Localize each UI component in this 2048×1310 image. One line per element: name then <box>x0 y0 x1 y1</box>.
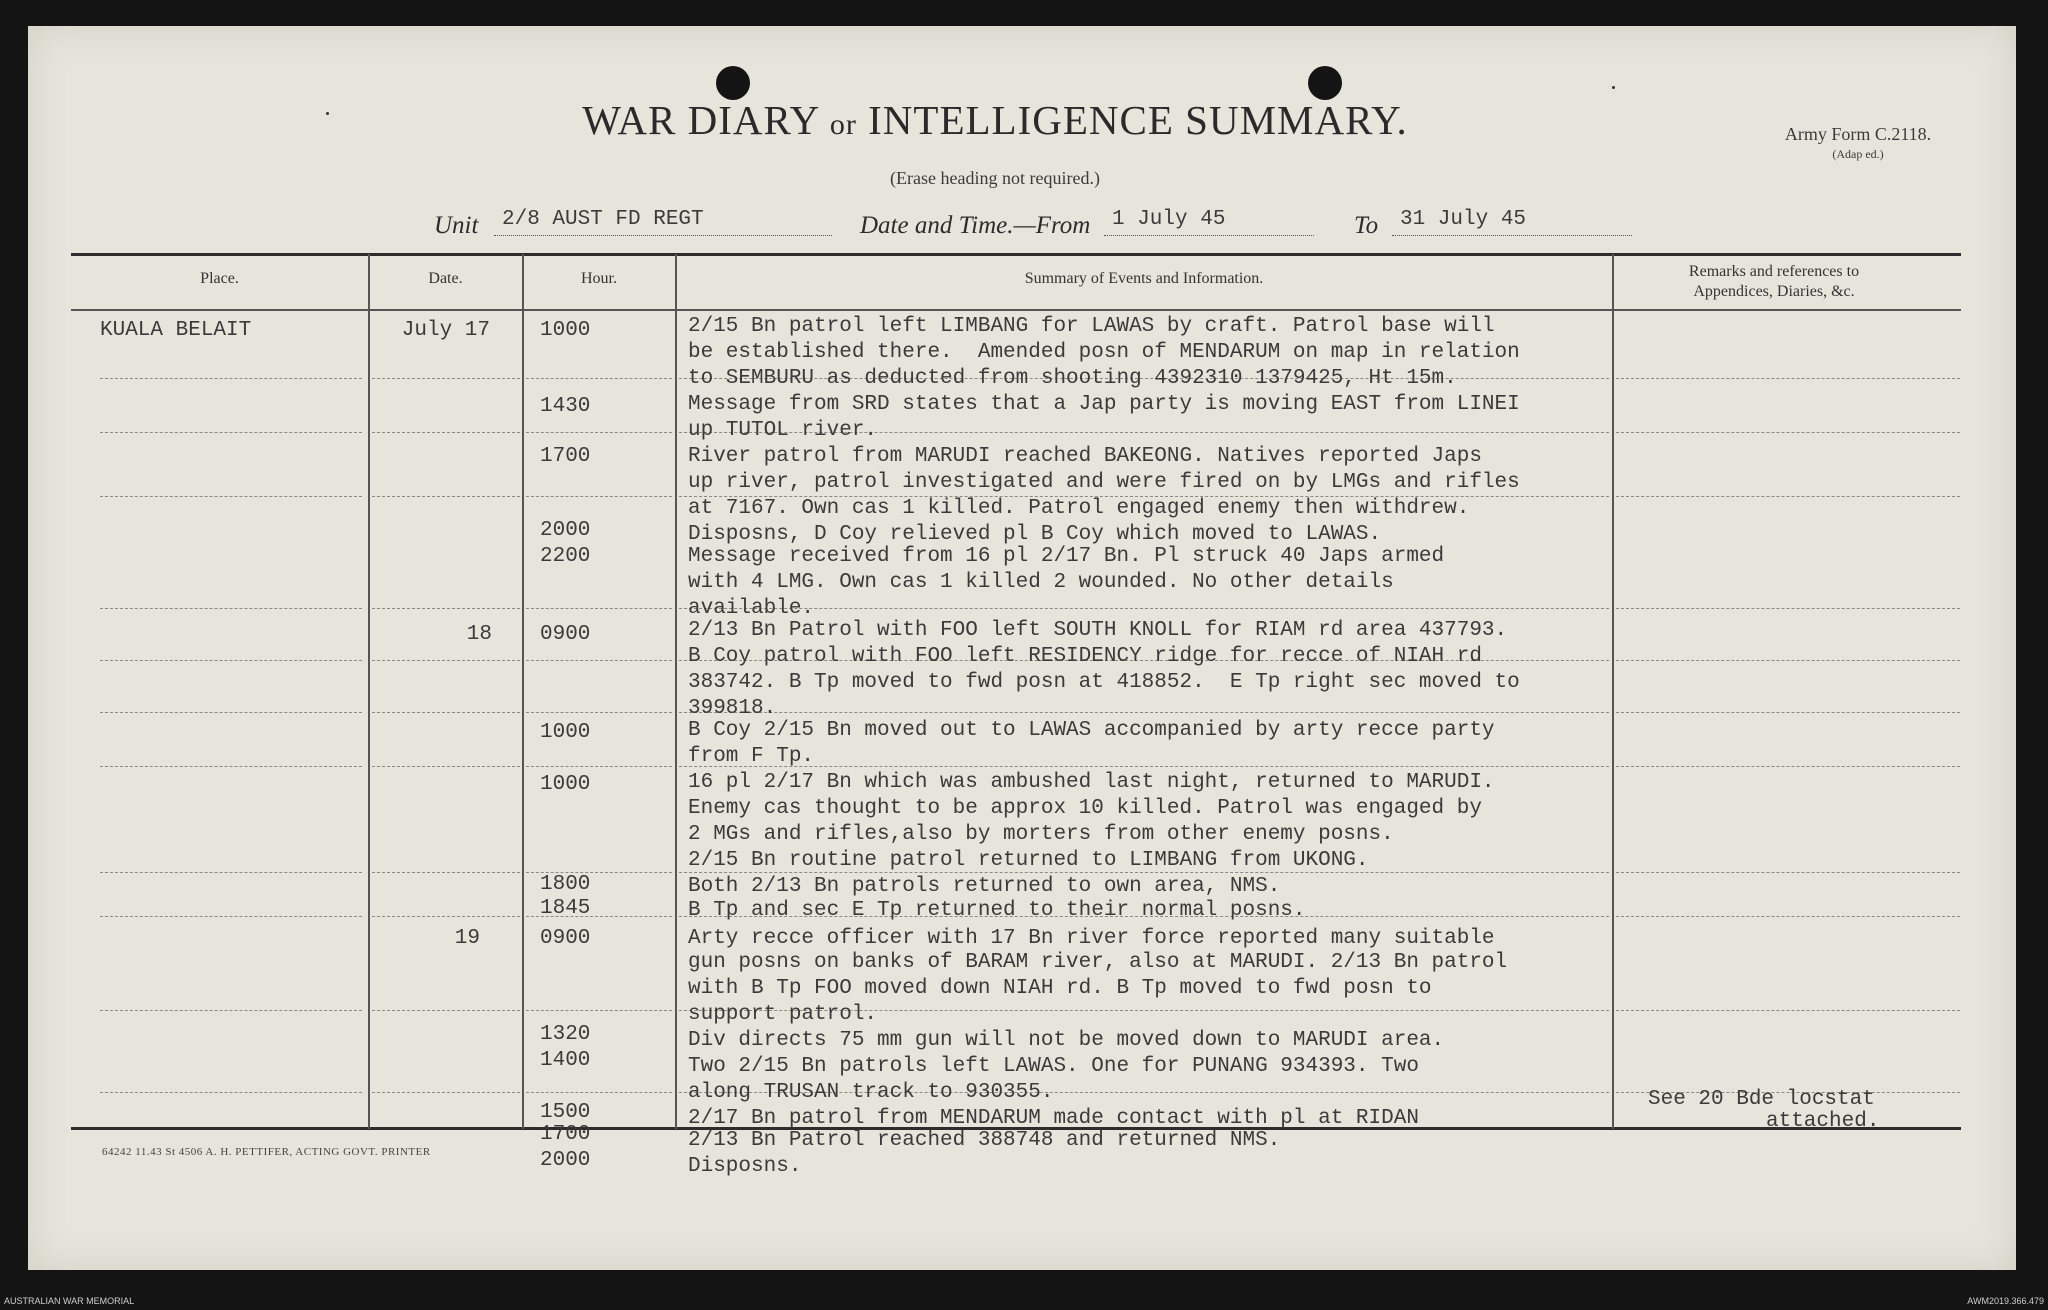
summary-line: 383742. B Tp moved to fwd posn at 418852. E Tp right sec moved to <box>688 671 1520 694</box>
hour-entry: 1500 <box>540 1101 591 1124</box>
title-intelligence-summary: INTELLIGENCE SUMMARY. <box>868 97 1408 143</box>
paper-speck <box>1612 86 1615 89</box>
summary-line: Two 2/15 Bn patrols left LAWAS. One for PUNANG 934393. Two <box>688 1055 1419 1078</box>
ruled-line <box>1616 378 1960 379</box>
summary-line: B Tp and sec E Tp returned to their normal posns. <box>688 899 1306 922</box>
title-or: or <box>829 108 857 141</box>
date-to-label: To <box>1354 212 1379 239</box>
ruled-line <box>1616 608 1960 609</box>
summary-line: 2/15 Bn patrol left LIMBANG for LAWAS by craft. Patrol base will <box>688 315 1495 338</box>
punch-hole <box>1308 66 1342 100</box>
archive-reference: AWM2019.366.479 <box>1967 1296 2044 1306</box>
ruled-line <box>526 712 672 713</box>
ruled-line <box>372 378 520 379</box>
erase-heading-note: (Erase heading not required.) <box>890 168 1100 188</box>
summary-line: 2/17 Bn patrol from MENDARUM made contact with pl at RIDAN <box>688 1107 1419 1130</box>
ruled-line <box>372 1010 520 1011</box>
summary-line: with B Tp FOO moved down NIAH rd. B Tp moved to fwd posn to <box>688 977 1432 1000</box>
ruled-line <box>1616 766 1960 767</box>
column-divider <box>1612 254 1614 1129</box>
summary-line: with 4 LMG. Own cas 1 killed 2 wounded. No other details <box>688 571 1394 594</box>
ruled-line <box>372 496 520 497</box>
column-divider <box>675 254 677 1129</box>
date-entry: 19 <box>454 927 480 950</box>
unit-value: 2/8 AUST FD REGT <box>494 208 832 236</box>
hour-entry: 0900 <box>540 927 591 950</box>
place-header: Place. <box>200 270 239 287</box>
hour-entry: 1800 <box>540 873 591 896</box>
summary-line: River patrol from MARUDI reached BAKEONG. Natives reported Japs <box>688 445 1482 468</box>
summary-line: Disposns, D Coy relieved pl B Coy which moved to LAWAS. <box>688 523 1382 546</box>
ruled-line <box>372 432 520 433</box>
ruled-line <box>100 608 362 609</box>
army-form-number: Army Form C.2118. <box>1784 124 1932 144</box>
remarks-header-line: Remarks and references to <box>1688 263 1860 280</box>
header-bottom-rule <box>71 309 1961 311</box>
date-entry: July 17 <box>401 319 490 342</box>
hour-entry: 1400 <box>540 1049 591 1072</box>
summary-line: Both 2/13 Bn patrols returned to own area, NMS. <box>688 875 1281 898</box>
ruled-line <box>679 712 1609 713</box>
ruled-line <box>100 432 362 433</box>
ruled-line <box>679 766 1609 767</box>
hour-entry: 1000 <box>540 319 591 342</box>
ruled-line <box>1616 916 1960 917</box>
ruled-line <box>1616 712 1960 713</box>
ruled-line <box>372 660 520 661</box>
summary-line: Message from SRD states that a Jap party is moving EAST from LINEI <box>688 393 1520 416</box>
ruled-line <box>1616 872 1960 873</box>
ruled-line <box>372 712 520 713</box>
ruled-line <box>100 1092 362 1093</box>
summary-line: 2/13 Bn Patrol with FOO left SOUTH KNOLL for RIAM rd area 437793. <box>688 619 1508 642</box>
ruled-line <box>526 378 672 379</box>
ruled-line <box>526 496 672 497</box>
punch-hole <box>716 66 750 100</box>
hour-entry: 1000 <box>540 721 591 744</box>
summary-line: support patrol. <box>688 1003 878 1026</box>
title-war-diary: WAR DIARY <box>582 97 819 143</box>
ruled-line <box>100 916 362 917</box>
form-title <box>0 96 1990 144</box>
summary-line: B Coy patrol with FOO left RESIDENCY ridge for recce of NIAH rd <box>688 645 1482 668</box>
ruled-line <box>372 872 520 873</box>
archive-watermark: AUSTRALIAN WAR MEMORIAL <box>4 1296 135 1306</box>
hour-entry: 1000 <box>540 773 591 796</box>
hour-entry: 2200 <box>540 545 591 568</box>
summary-line: 2/15 Bn routine patrol returned to LIMBANG from UKONG. <box>688 849 1369 872</box>
remarks-entry: attached. <box>1766 1110 1880 1133</box>
hour-entry: 2000 <box>540 1149 591 1172</box>
column-divider <box>522 254 524 1129</box>
summary-line: to SEMBURU as deducted from shooting 4392310 1379425, Ht 15m. <box>688 367 1457 390</box>
unit-label: Unit <box>434 212 479 239</box>
printer-footer: 64242 11.43 St 4506 A. H. PETTIFER, ACTING GOVT. PRINTER <box>102 1146 431 1158</box>
summary-line: Enemy cas thought to be approx 10 killed. Patrol was engaged by <box>688 797 1482 820</box>
unit-date-line <box>0 206 1990 246</box>
ruled-line <box>100 496 362 497</box>
ruled-line <box>100 378 362 379</box>
ruled-line <box>1616 496 1960 497</box>
summary-line: 399818. <box>688 697 777 720</box>
summary-line: Message received from 16 pl 2/17 Bn. Pl struck 40 Japs armed <box>688 545 1445 568</box>
ruled-line <box>526 660 672 661</box>
ruled-line <box>1616 660 1960 661</box>
ruled-line <box>526 1092 672 1093</box>
ruled-line <box>526 432 672 433</box>
summary-line: 2/13 Bn Patrol reached 388748 and returned NMS. <box>688 1129 1281 1152</box>
hour-entry: 1320 <box>540 1023 591 1046</box>
summary-line: at 7167. Own cas 1 killed. Patrol engaged enemy then withdrew. <box>688 497 1470 520</box>
date-to-value: 31 July 45 <box>1392 208 1632 236</box>
ruled-line <box>679 608 1609 609</box>
date-entry: 18 <box>466 623 492 646</box>
ruled-line <box>372 1092 520 1093</box>
summary-line: Arty recce officer with 17 Bn river force reported many suitable <box>688 927 1495 950</box>
summary-line: up river, patrol investigated and were fired on by LMGs and rifles <box>688 471 1520 494</box>
date-header: Date. <box>428 270 463 287</box>
ruled-line <box>100 872 362 873</box>
summary-line: be established there. Amended posn of MENDARUM on map in relation <box>688 341 1520 364</box>
hour-entry: 1700 <box>540 1123 591 1146</box>
army-form-adapted: (Adap ed.) <box>1832 147 1884 161</box>
hour-entry: 1430 <box>540 395 591 418</box>
summary-line: along TRUSAN track to 930355. <box>688 1081 1054 1104</box>
place-entry: KUALA BELAIT <box>100 319 252 342</box>
remarks-entry: See 20 Bde locstat <box>1648 1088 1875 1111</box>
ruled-line <box>372 766 520 767</box>
ruled-line <box>1616 432 1960 433</box>
hour-entry: 1845 <box>540 897 591 920</box>
ruled-line <box>372 916 520 917</box>
remarks-header-line: Appendices, Diaries, &c. <box>1693 283 1855 300</box>
summary-line: from F Tp. <box>688 745 815 768</box>
army-form-label <box>1758 124 1958 162</box>
summary-line: Div directs 75 mm gun will not be moved down to MARUDI area. <box>688 1029 1445 1052</box>
ruled-line <box>100 660 362 661</box>
summary-line: 2 MGs and rifles,also by morters from other enemy posns. <box>688 823 1394 846</box>
hour-entry: 2000 <box>540 519 591 542</box>
summary-header: Summary of Events and Information. <box>1024 270 1264 287</box>
ruled-line <box>526 766 672 767</box>
date-from-value: 1 July 45 <box>1104 208 1314 236</box>
summary-line: available. <box>688 597 815 620</box>
ruled-line <box>526 608 672 609</box>
hour-entry: 1700 <box>540 445 591 468</box>
summary-line: Disposns. <box>688 1155 802 1178</box>
hour-header: Hour. <box>581 270 617 287</box>
column-divider <box>368 254 370 1129</box>
ruled-line <box>100 766 362 767</box>
ruled-line <box>372 608 520 609</box>
summary-line: B Coy 2/15 Bn moved out to LAWAS accompanied by arty recce party <box>688 719 1495 742</box>
header-top-rule <box>71 253 1961 256</box>
remarks-header <box>1588 262 1960 302</box>
ruled-line <box>526 1010 672 1011</box>
summary-line: 16 pl 2/17 Bn which was ambushed last night, returned to MARUDI. <box>688 771 1495 794</box>
summary-line: up TUTOL river. <box>688 419 878 442</box>
ruled-line <box>100 1010 362 1011</box>
ruled-line <box>100 712 362 713</box>
summary-line: gun posns on banks of BARAM river, also at MARUDI. 2/13 Bn patrol <box>688 951 1508 974</box>
hour-entry: 0900 <box>540 623 591 646</box>
ruled-line <box>1616 1010 1960 1011</box>
date-from-label: Date and Time.—From <box>860 212 1091 239</box>
